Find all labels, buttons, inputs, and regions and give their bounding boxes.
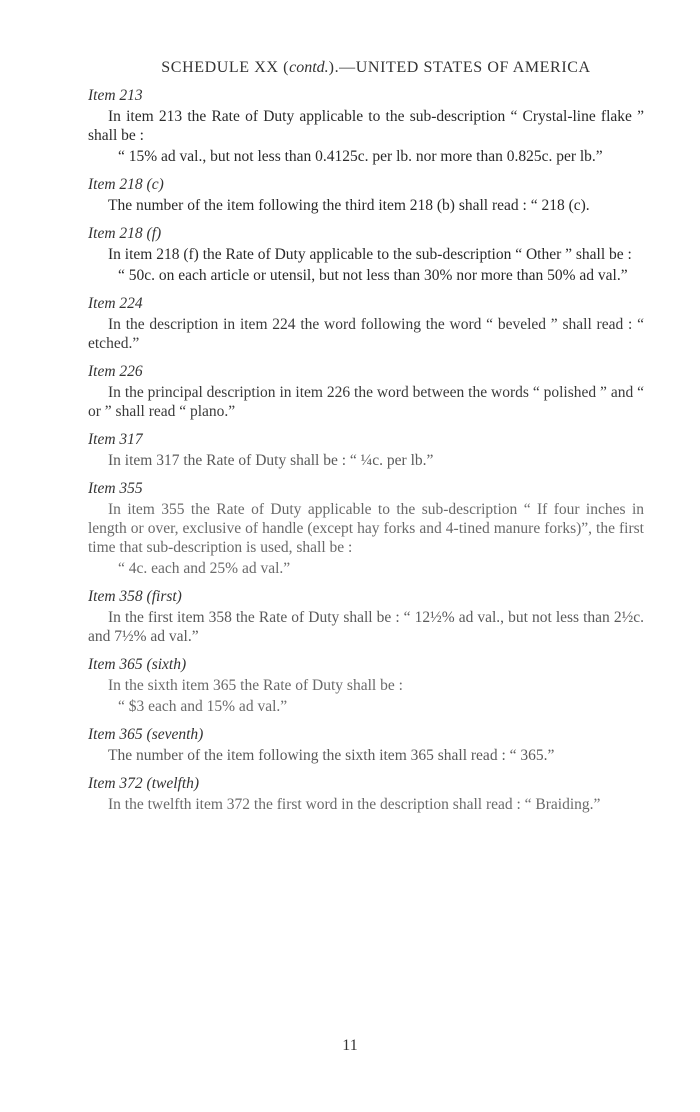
item-358-first [88,587,644,646]
page-header [108,58,644,77]
item-paragraph: In the first item 358 the Rate of Duty shall be : “ 12½% ad val., but not less than 2½c. and 7½% ad val.” [88,609,644,645]
item-title: Item 355 [88,480,143,497]
item-paragraph: In item 355 the Rate of Duty applicable to the sub-description “ If four inches in length or over, exclusive of handle (except hay forks and 4-tined manure forks)”, the first time that sub-description is used, shall be : [88,501,644,556]
item-quote: “ 4c. each and 25% ad val.” [118,560,291,577]
item-title: Item 317 [88,431,143,448]
item-365-sixth [88,655,644,716]
header-text-start: SCHEDULE XX ( [161,59,290,76]
item-paragraph: The number of the item following the third item 218 (b) shall read : “ 218 (c). [108,197,590,214]
item-title: Item 213 [88,87,143,104]
item-paragraph: In the twelfth item 372 the first word in the description shall read : “ Braiding.” [108,796,601,813]
item-quote: “ 50c. on each article or utensil, but not less than 30% nor more than 50% ad val.” [118,267,628,284]
item-title: Item 365 (seventh) [88,726,204,743]
item-355 [88,479,644,578]
item-226 [88,362,644,421]
item-quote: “ 15% ad val., but not less than 0.4125c. per lb. nor more than 0.825c. per lb.” [118,148,603,165]
item-paragraph: In the sixth item 365 the Rate of Duty shall be : [108,677,403,694]
page-number: 11 [342,1037,358,1054]
item-218f [88,224,644,285]
item-title: Item 365 (sixth) [88,656,187,673]
item-paragraph: In item 317 the Rate of Duty shall be : “ ¼c. per lb.” [108,452,434,469]
header-text-end: ).—UNITED STATES OF AMERICA [328,59,591,76]
item-372-twelfth [88,774,644,814]
item-paragraph: In item 213 the Rate of Duty applicable to the sub-description “ Crystal-line flake ” shall be : [88,108,644,144]
item-paragraph: The number of the item following the sixth item 365 shall read : “ 365.” [108,747,555,764]
item-365-seventh [88,725,644,765]
item-213 [88,86,644,166]
item-paragraph: In the principal description in item 226 the word between the words “ polished ” and “ or ” shall read “ plano.” [88,384,644,420]
item-317 [88,430,644,470]
item-218c [88,175,644,215]
item-title: Item 358 (first) [88,588,182,605]
item-paragraph: In the description in item 224 the word following the word “ beveled ” shall read : “ etched.” [88,316,644,352]
schedule-page [88,58,644,814]
item-quote: “ $3 each and 15% ad val.” [118,698,288,715]
item-paragraph: In item 218 (f) the Rate of Duty applicable to the sub-description “ Other ” shall be : [108,246,632,263]
item-224 [88,294,644,353]
item-title: Item 226 [88,363,143,380]
header-contd: contd. [289,59,329,76]
item-title: Item 218 (f) [88,225,162,242]
item-title: Item 372 (twelfth) [88,775,200,792]
item-title: Item 224 [88,295,143,312]
item-title: Item 218 (c) [88,176,164,193]
